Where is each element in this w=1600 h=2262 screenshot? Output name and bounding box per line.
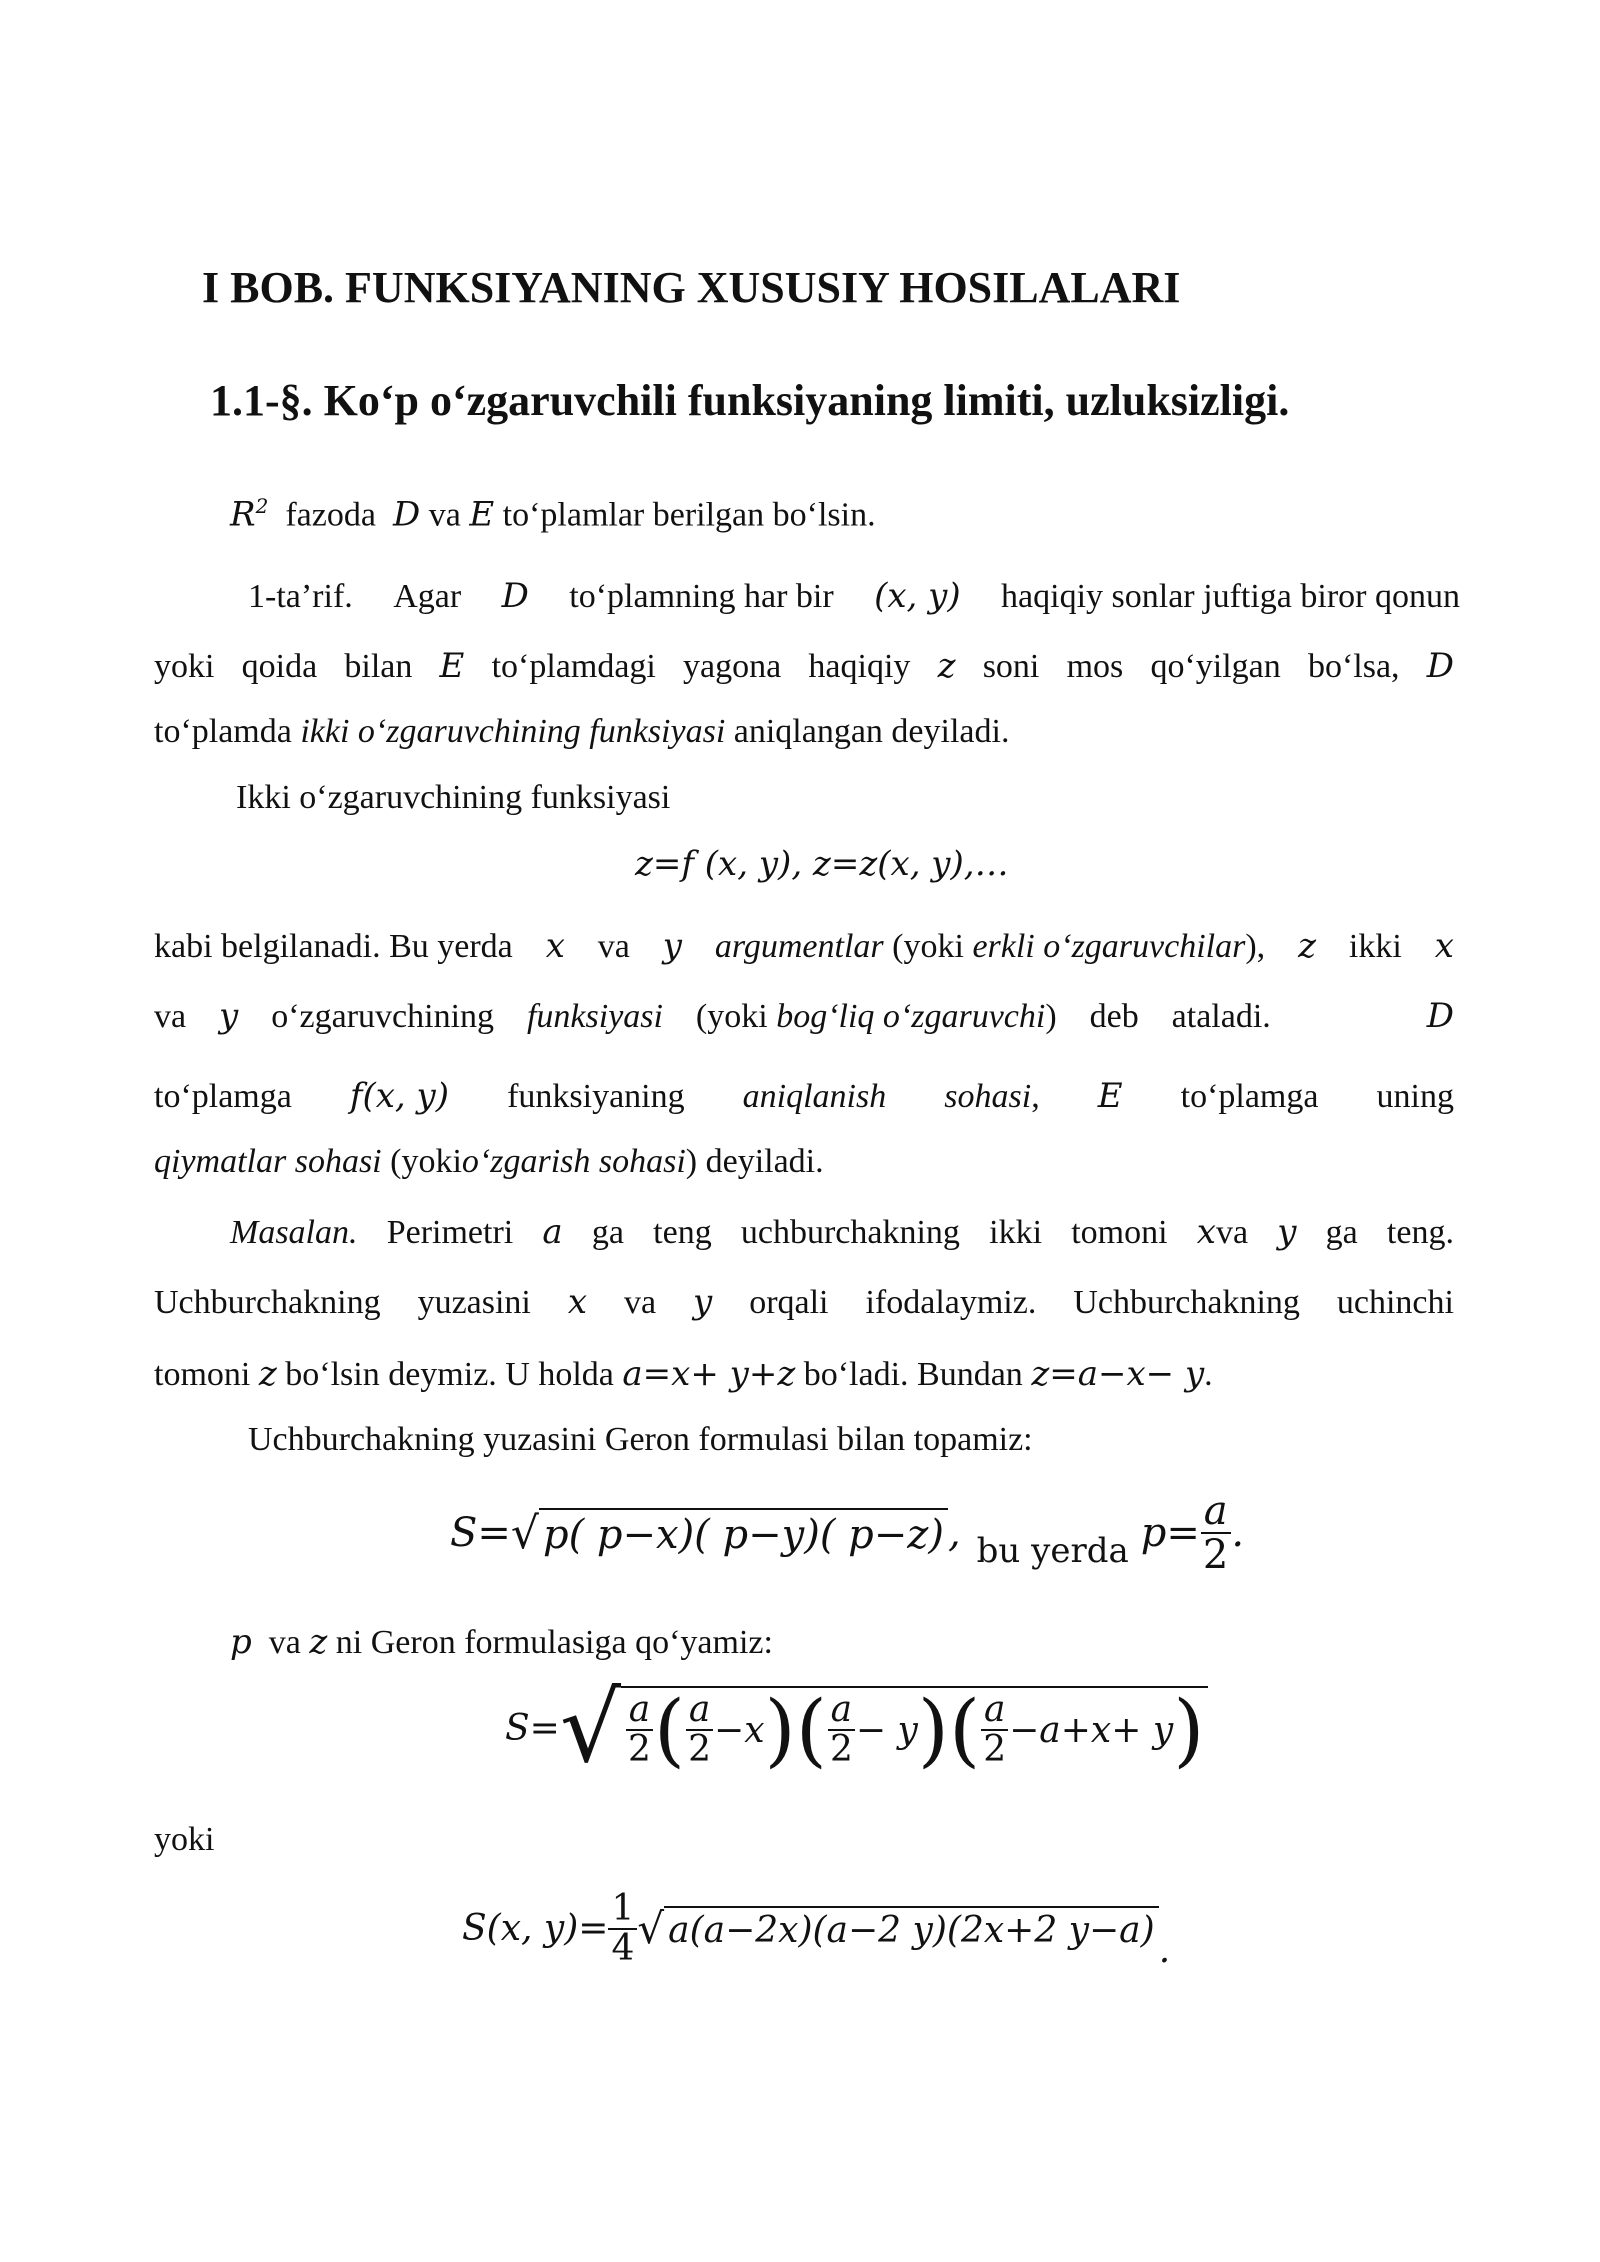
symbol-D: D	[1426, 646, 1454, 686]
sqrt-icon: √	[637, 1904, 665, 1954]
text: bo‘ladi. Bundan	[803, 1356, 1023, 1393]
text: (yoki	[695, 998, 768, 1035]
paren-close: )	[1173, 1683, 1205, 1776]
symbol-y: y	[219, 996, 239, 1036]
symbol-D: D	[501, 576, 529, 616]
text: aniqlangan deyiladi.	[733, 713, 1010, 750]
text: teng	[653, 1214, 712, 1251]
text: (yoki	[390, 1143, 462, 1180]
text: va	[1215, 1214, 1249, 1251]
text: Uchburchakning	[1073, 1284, 1300, 1321]
radicand: p( p−x)( p−y)( p−z)	[539, 1508, 948, 1558]
definition-label: 1-ta’rif.	[248, 578, 353, 615]
text: deb	[1089, 998, 1139, 1035]
emphasis-term: argumentlar	[714, 928, 884, 965]
emphasis-term: bog‘liq o‘zgaruvchi	[776, 998, 1046, 1035]
text: kabi belgilanadi. Bu yerda	[154, 928, 513, 965]
section-title: 1.1-§. Ko‘p o‘zgaruvchili funksiyaning limiti, uzluksizligi.	[210, 376, 1290, 425]
text-agar: Agar	[393, 578, 462, 615]
text: ,	[1031, 1078, 1040, 1115]
text: funksiyaning	[507, 1078, 685, 1115]
text: va	[597, 928, 630, 965]
sqrt-icon: √	[559, 1672, 621, 1784]
text: va	[154, 998, 187, 1035]
paren-open: (	[949, 1683, 981, 1776]
symbol-x: x	[1434, 926, 1454, 966]
term: −x	[714, 1709, 765, 1751]
text: ),	[1245, 928, 1266, 965]
text: to‘plamda	[154, 713, 292, 750]
symbol-z: z	[937, 646, 956, 686]
fraction	[685, 1691, 714, 1769]
numerator: 1	[608, 1890, 637, 1930]
symbol-y: y	[1277, 1212, 1297, 1252]
paragraph-3-line-4	[154, 1142, 824, 1182]
symbol-E: E	[439, 646, 465, 686]
definition-line-1	[248, 576, 1460, 617]
paragraph-geron-intro: Uchburchakning yuzasini Geron formulasi bilan topamiz:	[248, 1421, 1033, 1458]
formula-lhs: S=	[505, 1707, 560, 1749]
formula-substituted	[505, 1672, 1208, 1784]
text: (yoki	[892, 928, 964, 965]
text: ataladi.	[1171, 998, 1271, 1035]
text: soni	[982, 648, 1040, 685]
emphasis-term: aniqlanish	[742, 1078, 887, 1115]
fraction	[625, 1691, 654, 1769]
text: ifodalaymiz.	[865, 1284, 1037, 1321]
radicand: a(a−2x)(a−2 y)(2x+2 y−a)	[664, 1906, 1159, 1951]
equation-z: z=a−x− y	[1031, 1354, 1205, 1394]
formula-geron	[450, 1490, 1244, 1576]
emphasis-term: sohasi	[944, 1078, 1032, 1115]
text: yoki	[154, 648, 215, 685]
text: ga	[1325, 1214, 1358, 1251]
symbol-x: x	[567, 1282, 588, 1322]
example-line-2	[154, 1282, 1454, 1323]
paragraph-substitute	[230, 1622, 773, 1663]
text: bo‘lsin deymiz. U holda	[285, 1356, 614, 1393]
text: tomoni	[154, 1356, 251, 1393]
text-bu-yerda: bu yerda	[976, 1531, 1129, 1571]
text: yagona	[683, 648, 782, 685]
text-tail: to‘plamlar berilgan bo‘lsin.	[502, 496, 876, 534]
text: o‘zgaruvchining	[271, 998, 495, 1035]
text: ikki	[989, 1214, 1043, 1251]
denominator: 2	[983, 1729, 1007, 1770]
text-l1-tail: haqiqiy sonlar juftiga biror qonun	[1001, 578, 1460, 615]
paren-close: )	[917, 1683, 950, 1776]
paragraph-3-line-1	[154, 926, 1454, 967]
text: haqiqiy	[808, 648, 911, 685]
dot: .	[1158, 1930, 1171, 1972]
text: orqali	[749, 1284, 829, 1321]
text: tomoni	[1071, 1214, 1168, 1251]
paragraph-3-line-3	[154, 1076, 1454, 1117]
text: uchinchi	[1336, 1284, 1454, 1321]
text-va: va	[428, 496, 461, 534]
numerator: a	[1201, 1490, 1231, 1534]
emphasis-term: o‘zgarish sohasi	[461, 1143, 686, 1180]
denominator: 2	[688, 1729, 712, 1770]
paren-open: (	[653, 1683, 686, 1776]
symbol-z: z	[258, 1354, 277, 1394]
chapter-heading: I BOB. FUNKSIYANING XUSUSIY HOSILALARI	[202, 263, 1181, 312]
text: uning	[1376, 1078, 1454, 1115]
text: to‘plamdagi	[491, 648, 656, 685]
text: .	[1204, 1356, 1213, 1393]
text: mos	[1066, 648, 1124, 685]
paren-close: )	[764, 1683, 796, 1776]
numerator: a	[626, 1691, 653, 1731]
text: teng.	[1386, 1214, 1454, 1251]
text-har-bir: to‘plamning har bir	[569, 578, 834, 615]
comma: ,	[947, 1510, 961, 1556]
text: Uchburchakning	[154, 1284, 381, 1321]
paragraph-3-line-2	[154, 996, 1454, 1037]
text: uchburchakning	[740, 1214, 960, 1251]
text: ) deyiladi.	[685, 1143, 824, 1180]
numerator: a	[981, 1691, 1008, 1731]
symbol-p: p	[230, 1622, 252, 1662]
equation-perimeter: a=x+ y+z	[622, 1354, 796, 1394]
text: to‘plamga	[154, 1078, 292, 1115]
symbol-E: E	[469, 494, 495, 535]
formula-lhs: S(x, y)=	[462, 1908, 609, 1950]
formula-area	[462, 1888, 1171, 1972]
numerator: a	[828, 1691, 855, 1731]
symbol-D: D	[1426, 996, 1454, 1036]
radicand	[621, 1683, 1208, 1776]
text: to‘plamga	[1180, 1078, 1319, 1115]
denominator: 2	[628, 1729, 651, 1770]
symbol-a: a	[542, 1212, 563, 1252]
fraction-one-quarter	[608, 1890, 637, 1968]
text: )	[1045, 998, 1057, 1035]
text: ni Geron formulasiga qo‘yamiz:	[335, 1624, 773, 1661]
symbol-y: y	[662, 926, 682, 966]
formula-lhs: S=	[450, 1510, 511, 1556]
paragraph-ikki: Ikki o‘zgaruvchining funksiyasi	[236, 779, 671, 816]
sqrt-icon: √	[510, 1507, 539, 1559]
text: qo‘yilgan	[1150, 648, 1281, 685]
denominator: 4	[611, 1927, 635, 1969]
emphasis-term: qiymatlar sohasi	[154, 1143, 382, 1180]
symbol-xy: (x, y)	[874, 576, 961, 616]
text: va	[268, 1624, 301, 1661]
text-yoki: yoki	[154, 1821, 215, 1858]
example-line-1	[230, 1212, 1454, 1253]
paren-open: (	[795, 1683, 827, 1776]
p-eq: p=	[1140, 1510, 1200, 1556]
symbol-x: x	[1196, 1212, 1216, 1252]
symbol-E: E	[1097, 1076, 1123, 1116]
text: ikki	[1348, 928, 1402, 965]
symbol-R: R	[230, 494, 256, 535]
text: yuzasini	[417, 1284, 531, 1321]
symbol-y: y	[693, 1282, 713, 1322]
text: Perimetri	[386, 1214, 514, 1251]
text: bo‘lsa,	[1307, 648, 1400, 685]
denominator: 2	[1202, 1532, 1229, 1578]
symbol-exponent: 2	[255, 494, 269, 518]
symbol-x: x	[545, 926, 565, 966]
denominator: 2	[829, 1729, 853, 1770]
symbol-D: D	[392, 494, 421, 535]
symbol-z: z	[1298, 926, 1316, 966]
term: −a+x+ y	[1009, 1709, 1174, 1751]
paragraph-space	[230, 486, 876, 535]
example-line-3	[154, 1354, 1213, 1395]
emphasis-term: erkli o‘zgaruvchilar	[972, 928, 1246, 965]
fraction	[980, 1691, 1009, 1769]
definition-line-3	[154, 712, 1009, 752]
emphasis-term: ikki o‘zgaruvchining funksiyasi	[300, 713, 726, 750]
text: ga	[591, 1214, 624, 1251]
dot: .	[1231, 1510, 1245, 1556]
fraction-a-over-2	[1200, 1490, 1231, 1576]
text: qoida	[241, 648, 318, 685]
definition-line-2	[154, 646, 1454, 687]
symbol-fxy: f(x, y)	[349, 1076, 450, 1116]
term: − y	[855, 1709, 918, 1751]
text-fazoda: fazoda	[285, 496, 376, 534]
example-label: Masalan.	[230, 1214, 358, 1251]
text: va	[623, 1284, 657, 1321]
formula-function-notation: z=f (x, y), z=z(x, y),…	[635, 844, 1009, 884]
text: bilan	[344, 648, 413, 685]
symbol-z: z	[309, 1622, 328, 1662]
numerator: a	[686, 1691, 713, 1731]
emphasis-term: funksiyasi	[526, 998, 663, 1035]
fraction	[827, 1691, 856, 1769]
